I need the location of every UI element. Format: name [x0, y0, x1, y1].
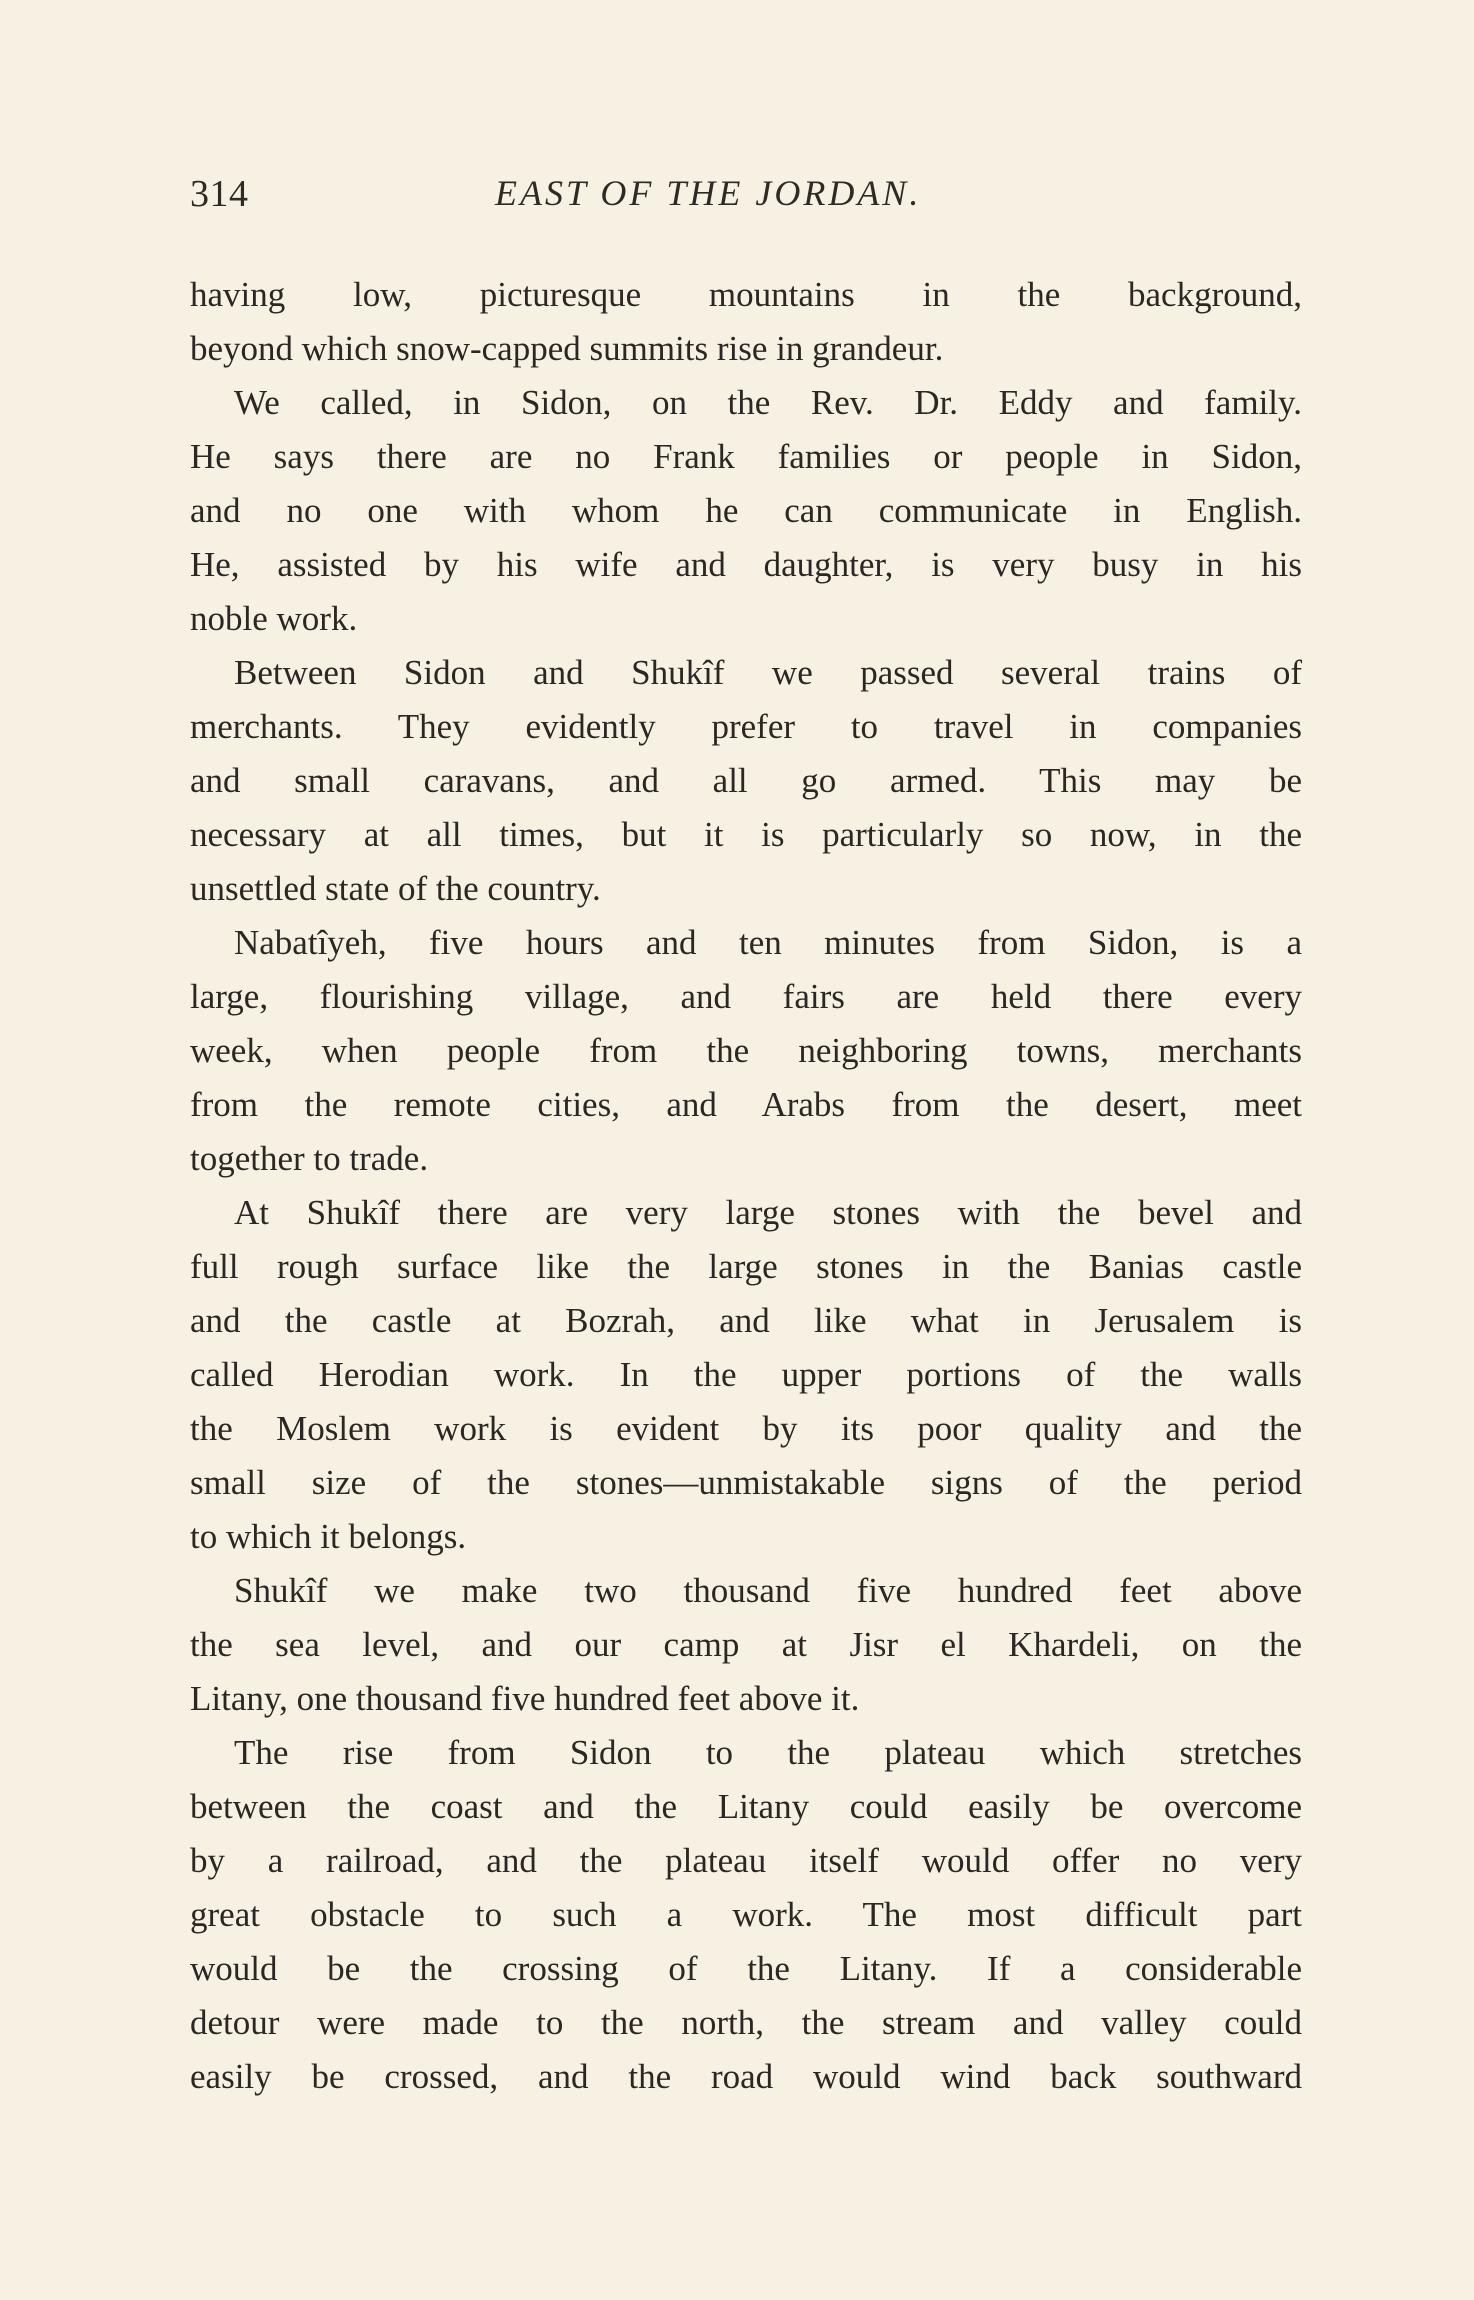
text-line: between the coast and the Litany could easily be overcome — [190, 1787, 1302, 1826]
text-line: the sea level, and our camp at Jisr el Khardeli, on the — [190, 1625, 1302, 1664]
text-line: having low, picturesque mountains in the background, — [190, 275, 1302, 314]
text-line: We called, in Sidon, on the Rev. Dr. Eddy and family. — [234, 383, 1302, 422]
text-line: Shukîf we make two thousand five hundred feet above — [234, 1571, 1302, 1610]
text-line: Litany, one thousand five hundred feet above it. — [190, 1679, 860, 1718]
text-line: would be the crossing of the Litany. If a considerable — [190, 1949, 1302, 1988]
running-title: EAST OF THE JORDAN. — [495, 173, 922, 213]
page-header — [190, 172, 1302, 232]
text-line: great obstacle to such a work. The most difficult part — [190, 1895, 1302, 1934]
text-line: the Moslem work is evident by its poor quality and the — [190, 1409, 1302, 1448]
text-line: necessary at all times, but it is particularly so now, in the — [190, 815, 1302, 854]
text-line: noble work. — [190, 599, 358, 638]
text-line: full rough surface like the large stones in the Banias castle — [190, 1247, 1302, 1286]
text-line: detour were made to the north, the stream and valley could — [190, 2003, 1302, 2042]
text-line: The rise from Sidon to the plateau which stretches — [234, 1733, 1302, 1772]
text-line: Between Sidon and Shukîf we passed several trains of — [234, 653, 1302, 692]
text-line: easily be crossed, and the road would wind back southward — [190, 2057, 1302, 2096]
text-line: from the remote cities, and Arabs from the desert, meet — [190, 1085, 1302, 1124]
text-line: unsettled state of the country. — [190, 869, 601, 908]
text-line: He says there are no Frank families or people in Sidon, — [190, 437, 1302, 476]
text-line: He, assisted by his wife and daughter, is very busy in his — [190, 545, 1302, 584]
text-line: together to trade. — [190, 1139, 429, 1178]
text-line: small size of the stones—unmistakable signs of the period — [190, 1463, 1302, 1502]
text-line: called Herodian work. In the upper portions of the walls — [190, 1355, 1302, 1394]
text-line: and no one with whom he can communicate in English. — [190, 491, 1302, 530]
text-line: and the castle at Bozrah, and like what in Jerusalem is — [190, 1301, 1302, 1340]
text-line: beyond which snow-capped summits rise in grandeur. — [190, 329, 944, 368]
text-line: merchants. They evidently prefer to travel in companies — [190, 707, 1302, 746]
text-line: large, flourishing village, and fairs are held there every — [190, 977, 1302, 1016]
text-line: to which it belongs. — [190, 1517, 467, 1556]
body-text — [190, 268, 1302, 2104]
text-line: week, when people from the neighboring towns, merchants — [190, 1031, 1302, 1070]
text-line: Nabatîyeh, five hours and ten minutes from Sidon, is a — [234, 923, 1302, 962]
page-number: 314 — [190, 173, 249, 215]
text-line: by a railroad, and the plateau itself would offer no very — [190, 1841, 1302, 1880]
text-line: and small caravans, and all go armed. This may be — [190, 761, 1302, 800]
text-line: At Shukîf there are very large stones with the bevel and — [234, 1193, 1302, 1232]
